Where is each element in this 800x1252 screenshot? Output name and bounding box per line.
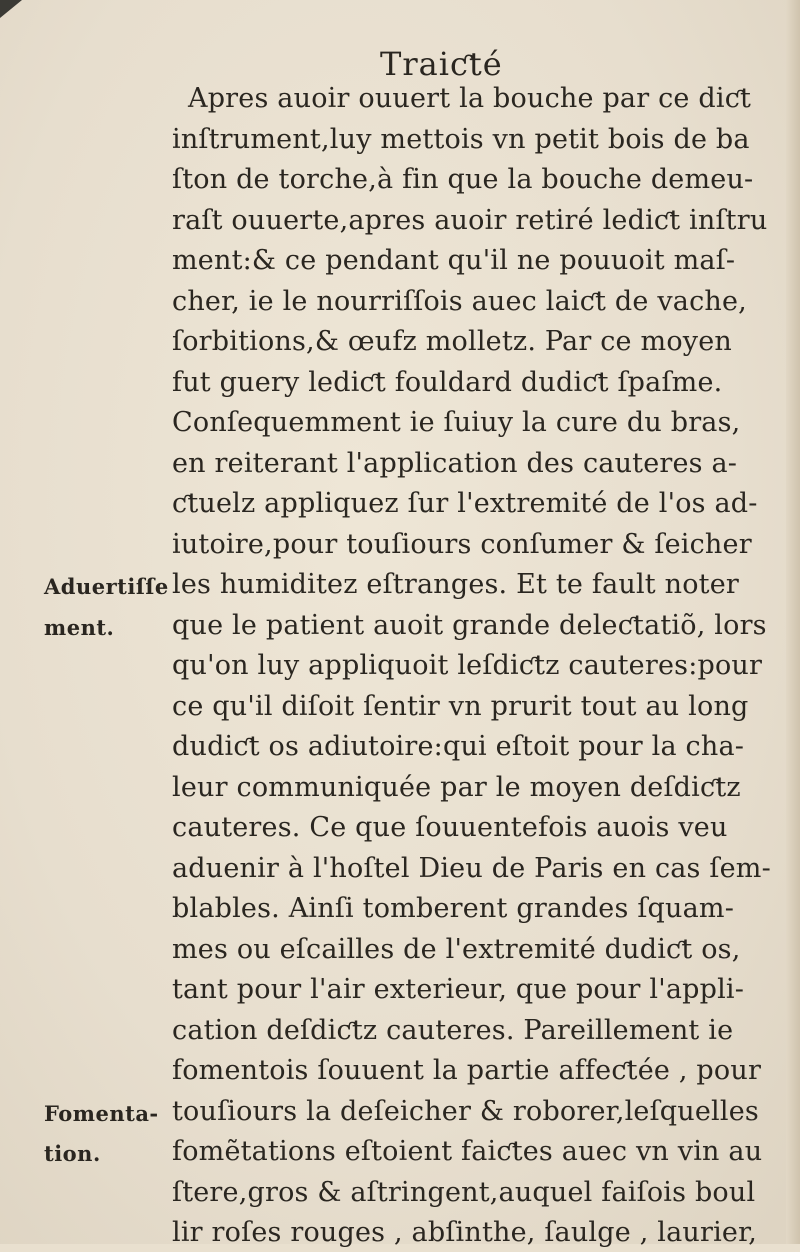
body-line: ſton de torche,à fin que la bouche demeu-	[172, 164, 754, 195]
body-line: ƈtuelz appliquez ſur l'extremité de l'os ad-	[172, 488, 758, 519]
body-line: lir roſes rouges , abſinthe, ſaulge , laurier,	[172, 1217, 758, 1248]
body-line: fomentois ſouuent la partie affeƈtée , pour	[172, 1055, 762, 1086]
page-corner-shadow	[0, 0, 22, 18]
body-line: cation deſdiƈtz cauteres. Pareillement ie	[172, 1014, 734, 1046]
margin-note-advertissement: Aduertiſſe	[44, 574, 169, 599]
body-line: raſt ouuerte,apres auoir retiré lediƈt inſtru	[172, 204, 768, 236]
body-line: mes ou eſcailles de l'extremité dudiƈt os,	[172, 933, 741, 965]
body-line: dudiƈt os adiutoire:qui eſtoit pour la cha-	[172, 731, 745, 762]
body-line: en reiterant l'application des cauteres a-	[172, 447, 738, 479]
body-line: ſtere,gros & aſtringent,auquel faiſois boul	[172, 1176, 756, 1208]
body-line: touſiours la deſeicher & roborer,leſquelles	[172, 1095, 759, 1127]
body-line: tant pour l'air exterieur, que pour l'appli-	[172, 974, 745, 1005]
margin-note-advertissement: ment.	[44, 614, 115, 640]
body-line: inſtrument,luy mettois vn petit bois de ba	[172, 123, 750, 155]
body-line: fomẽtations eſtoient faiƈtes auec vn vin au	[172, 1136, 763, 1167]
body-line: cher, ie le nourriſſois auec laiƈt de vache,	[172, 285, 747, 317]
body-line: fut guery lediƈt fouldard dudiƈt ſpaſme.	[172, 366, 723, 398]
margin-note-fomentation: Fomenta-	[44, 1100, 159, 1126]
body-line: ce qu'il diſoit ſentir vn prurit tout au long	[172, 690, 749, 722]
running-head: Traiƈté	[380, 45, 503, 83]
body-line: iutoire,pour touſiours conſumer & ſeicher	[172, 528, 752, 560]
body-line: blables. Ainſi tomberent grandes ſquam-	[172, 893, 735, 924]
body-line: qu'on luy appliquoit leſdiƈtz cauteres:pour	[172, 650, 763, 681]
margin-note-fomentation: tion.	[44, 1141, 101, 1166]
body-line: leur communiquée par le moyen deſdiƈtz	[172, 771, 741, 803]
body-line: aduenir à l'hoſtel Dieu de Paris en cas ſem-	[172, 852, 771, 884]
body-line: que le patient auoit grande deleƈtatiõ, lors	[172, 609, 767, 641]
body-line: les humiditez eſtranges. Et te fault noter	[172, 569, 740, 600]
page-edge	[786, 0, 800, 1244]
body-line: Apres auoir ouuert la bouche par ce diƈt	[188, 83, 752, 114]
body-line: ment:& ce pendant qu'il ne pouuoit maſ-	[172, 245, 736, 276]
body-line: ſorbitions,& œufz molletz. Par ce moyen	[172, 326, 732, 357]
body-line: cauteres. Ce que ſouuentefois auois veu	[172, 812, 728, 843]
body-line: Conſequemment ie ſuiuy la cure du bras,	[172, 407, 741, 438]
